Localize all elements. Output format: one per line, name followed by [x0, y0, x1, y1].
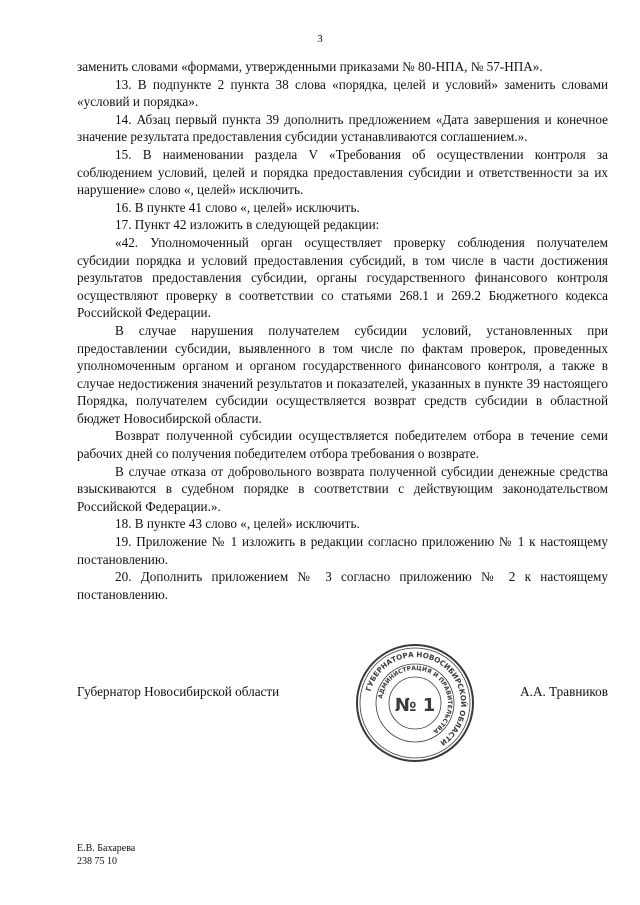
seal-inner-text: АДМИНИСТРАЦИЯ И ПРАВИТЕЛЬСТВА [377, 664, 454, 735]
paragraph: 17. Пункт 42 изложить в следующей редакции: [115, 217, 380, 233]
official-seal-icon [353, 641, 477, 765]
paragraph: заменить словами «формами, утвержденными приказами № 80-НПА, № 57-НПА». [77, 59, 543, 74]
paragraph: 20. Дополнить приложением № 3 согласно приложению № 2 к настоящему постановлению. [77, 569, 608, 602]
signature-position: Губернатор Новосибирской области [77, 684, 280, 699]
paragraph: В случае нарушения получателем субсидии условий, установленных при предоставлении субсидии, выявленного в том числе по фактам проверок, проведенных уполномоченным органом и органом государственного финансового контроля, а также в случае недостижения значений результатов и показателей, указанных в пункте 39 настоящего Порядка, получателем субсидии осуществляется возврат средств субсидии в областной бюджет Новосибирской области. [77, 322, 608, 426]
paragraph: Возврат полученной субсидии осуществляется победителем отбора в течение семи рабочих дней со получения победителем отбора требования о возврате. [77, 428, 608, 462]
paragraph: В случае отказа от добровольного возврата полученной субсидии денежные средства взыскиваются в судебном порядке в соответствии с действующим законодательством Российской Федерации.». [77, 463, 608, 514]
signature-name: А.А. Травников [520, 684, 608, 699]
paragraph: 16. В пункте 41 слово «, целей» исключить. [115, 199, 360, 215]
page-number: 3 [317, 33, 323, 45]
paragraph: 15. В наименовании раздела V «Требования об осуществлении контроля за соблюдением условий, целей и порядка предоставления субсидии и ответственности за их нарушение» слово «, целей» исключить. [77, 146, 608, 198]
footer-author: Е.В. Бахарева [77, 843, 136, 854]
paragraph: 19. Приложение № 1 изложить в редакции согласно приложению № 1 к настоящему постановлению. [77, 534, 608, 567]
seal-number: № 1 [394, 695, 436, 716]
paragraph: 13. В подпункте 2 пункта 38 слова «порядка, целей и условий» заменить словами «условий и порядка». [77, 76, 608, 110]
paragraph: 18. В пункте 43 слово «, целей» исключить. [115, 516, 360, 532]
seal-outer-text: ГУБЕРНАТОРА НОВОСИБИРСКОЙ ОБЛАСТИ [363, 649, 469, 748]
footer-phone: 238 75 10 [77, 855, 117, 867]
footer [77, 843, 135, 868]
paragraph: «42. Уполномоченный орган осуществляет проверку соблюдения получателем субсидии порядка и условий предоставления субсидий, в том числе в части достижения результатов предоставления субсидии, органы государственного финансового контроля осуществляют проверку в соответствии со статьями 268.1 и 269.2 Бюджетного кодекса Российской Федерации. [77, 234, 608, 321]
document-body [77, 58, 608, 603]
paragraph: 14. Абзац первый пункта 39 дополнить предложением «Дата завершения и конечное значение результата предоставления субсидии устанавливаются соглашением.». [77, 111, 608, 145]
